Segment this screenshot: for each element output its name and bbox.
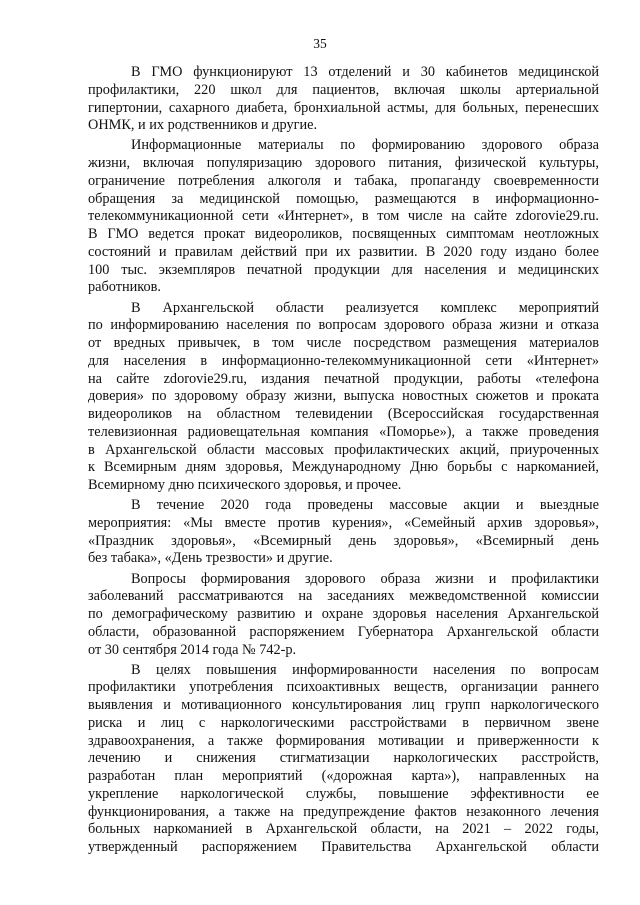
text-line: Вопросы формирования здорового образа жизни и профилактики bbox=[131, 570, 599, 587]
text-line: от 30 сентября 2014 года № 742-р. bbox=[88, 641, 297, 658]
page-number: 35 bbox=[313, 36, 327, 51]
text-line: области, образованной распоряжением Губернатора Архангельской области bbox=[88, 623, 599, 640]
text-line: на сайте zdorovie29.ru, издания печатной продукции, работы «телефона bbox=[88, 370, 599, 387]
text-line: от вредных привычек, в том числе посредством размещения материалов bbox=[88, 335, 599, 352]
text-line: Информационные материалы по формированию здорового образа bbox=[131, 137, 599, 154]
text-line: функционирования, а также на предупреждение фактов незаконного лечения bbox=[88, 803, 599, 820]
text-line: состояний и правилам действий при их развитии. В 2020 году издано более bbox=[88, 243, 599, 260]
text-line: лечению и снижения стигматизации наркологических расстройств, bbox=[88, 750, 599, 767]
text-line: к Всемирным дням здоровья, Международному Дню борьбы с наркоманией, bbox=[88, 459, 599, 476]
text-line: заболеваний рассматриваются на заседаниях межведомственной комиссии bbox=[88, 588, 599, 605]
text-line: в Архангельской области массовых профилактических акций, приуроченных bbox=[88, 441, 599, 458]
text-line: укрепление наркологической службы, повышение эффективности ее bbox=[88, 785, 599, 802]
text-line: В Архангельской области реализуется комплекс мероприятий bbox=[131, 299, 599, 316]
text-line: Всемирному дню психического здоровья, и прочее. bbox=[88, 477, 402, 494]
text-line: телекоммуникационной сети «Интернет», в том числе на сайте zdorovie29.ru. bbox=[88, 208, 599, 225]
text-line: жизни, включая популяризацию здорового питания, физической культуры, bbox=[88, 155, 599, 172]
text-line: В целях повышения информированности населения по вопросам bbox=[131, 661, 599, 678]
text-line: разработан план мероприятий («дорожная карта»), направленных на bbox=[88, 768, 599, 785]
text-line: В ГМО ведется прокат видеороликов, посвященных симптомам неотложных bbox=[88, 226, 599, 243]
text-line: риска и лиц с наркологическими расстройствами в первичном звене bbox=[88, 714, 599, 731]
text-line: 100 тыс. экземпляров печатной продукции для населения и медицинских bbox=[88, 261, 599, 278]
paragraph bbox=[88, 64, 599, 135]
text-line: работников. bbox=[88, 279, 161, 296]
text-line: доверия» по здоровому образу жизни, выпуска новостных сюжетов и проката bbox=[88, 388, 599, 405]
text-line: по информированию населения по вопросам здорового образа жизни и отказа bbox=[88, 317, 599, 334]
text-line: телевизионная радиовещательная компания «Поморье»), а также проведения bbox=[88, 423, 599, 440]
text-line: здравоохранения, а также формирования мотивации и приверженности к bbox=[88, 732, 599, 749]
text-line: утвержденный распоряжением Правительства Архангельской области bbox=[88, 839, 599, 856]
text-line: В ГМО функционируют 13 отделений и 30 кабинетов медицинской bbox=[131, 64, 599, 80]
text-line: мероприятия: «Мы вместе против курения», «Семейный архив здоровья», bbox=[88, 514, 599, 531]
document-body bbox=[88, 64, 599, 859]
text-line: профилактики употребления психоактивных веществ, организации раннего bbox=[88, 679, 599, 696]
paragraph bbox=[88, 662, 599, 857]
text-line: для населения в информационно-телекоммуникационной сети «Интернет» bbox=[88, 352, 599, 369]
text-line: видеороликов на областном телевидении (Всероссийская государственная bbox=[88, 406, 599, 423]
text-line: обращения за медицинской помощью, размещаются в информационно- bbox=[88, 190, 599, 207]
paragraph bbox=[88, 300, 599, 495]
text-line: по демографическому развитию и охране здоровья населения Архангельской bbox=[88, 606, 599, 623]
text-line: без табака», «День трезвости» и другие. bbox=[88, 550, 333, 567]
paragraph bbox=[88, 571, 599, 660]
text-line: В течение 2020 года проведены массовые акции и выездные bbox=[131, 497, 599, 514]
paragraph bbox=[88, 497, 599, 568]
paragraph bbox=[88, 137, 599, 297]
text-line: ОНМК, и их родственников и другие. bbox=[88, 117, 318, 134]
text-line: гипертонии, сахарного диабета, бронхиальной астмы, для больных, перенесших bbox=[88, 99, 599, 116]
text-line: профилактики, 220 школ для пациентов, включая школы артериальной bbox=[88, 81, 599, 98]
text-line: ограничение потребления алкоголя и табака, пропаганду своевременности bbox=[88, 172, 599, 189]
text-line: больных наркоманией в Архангельской области, на 2021 – 2022 годы, bbox=[88, 821, 599, 838]
text-line: «Праздник здоровья», «Всемирный день здоровья», «Всемирный день bbox=[88, 532, 599, 549]
text-line: выявления и мотивационного консультирования лиц групп наркологического bbox=[88, 697, 599, 714]
